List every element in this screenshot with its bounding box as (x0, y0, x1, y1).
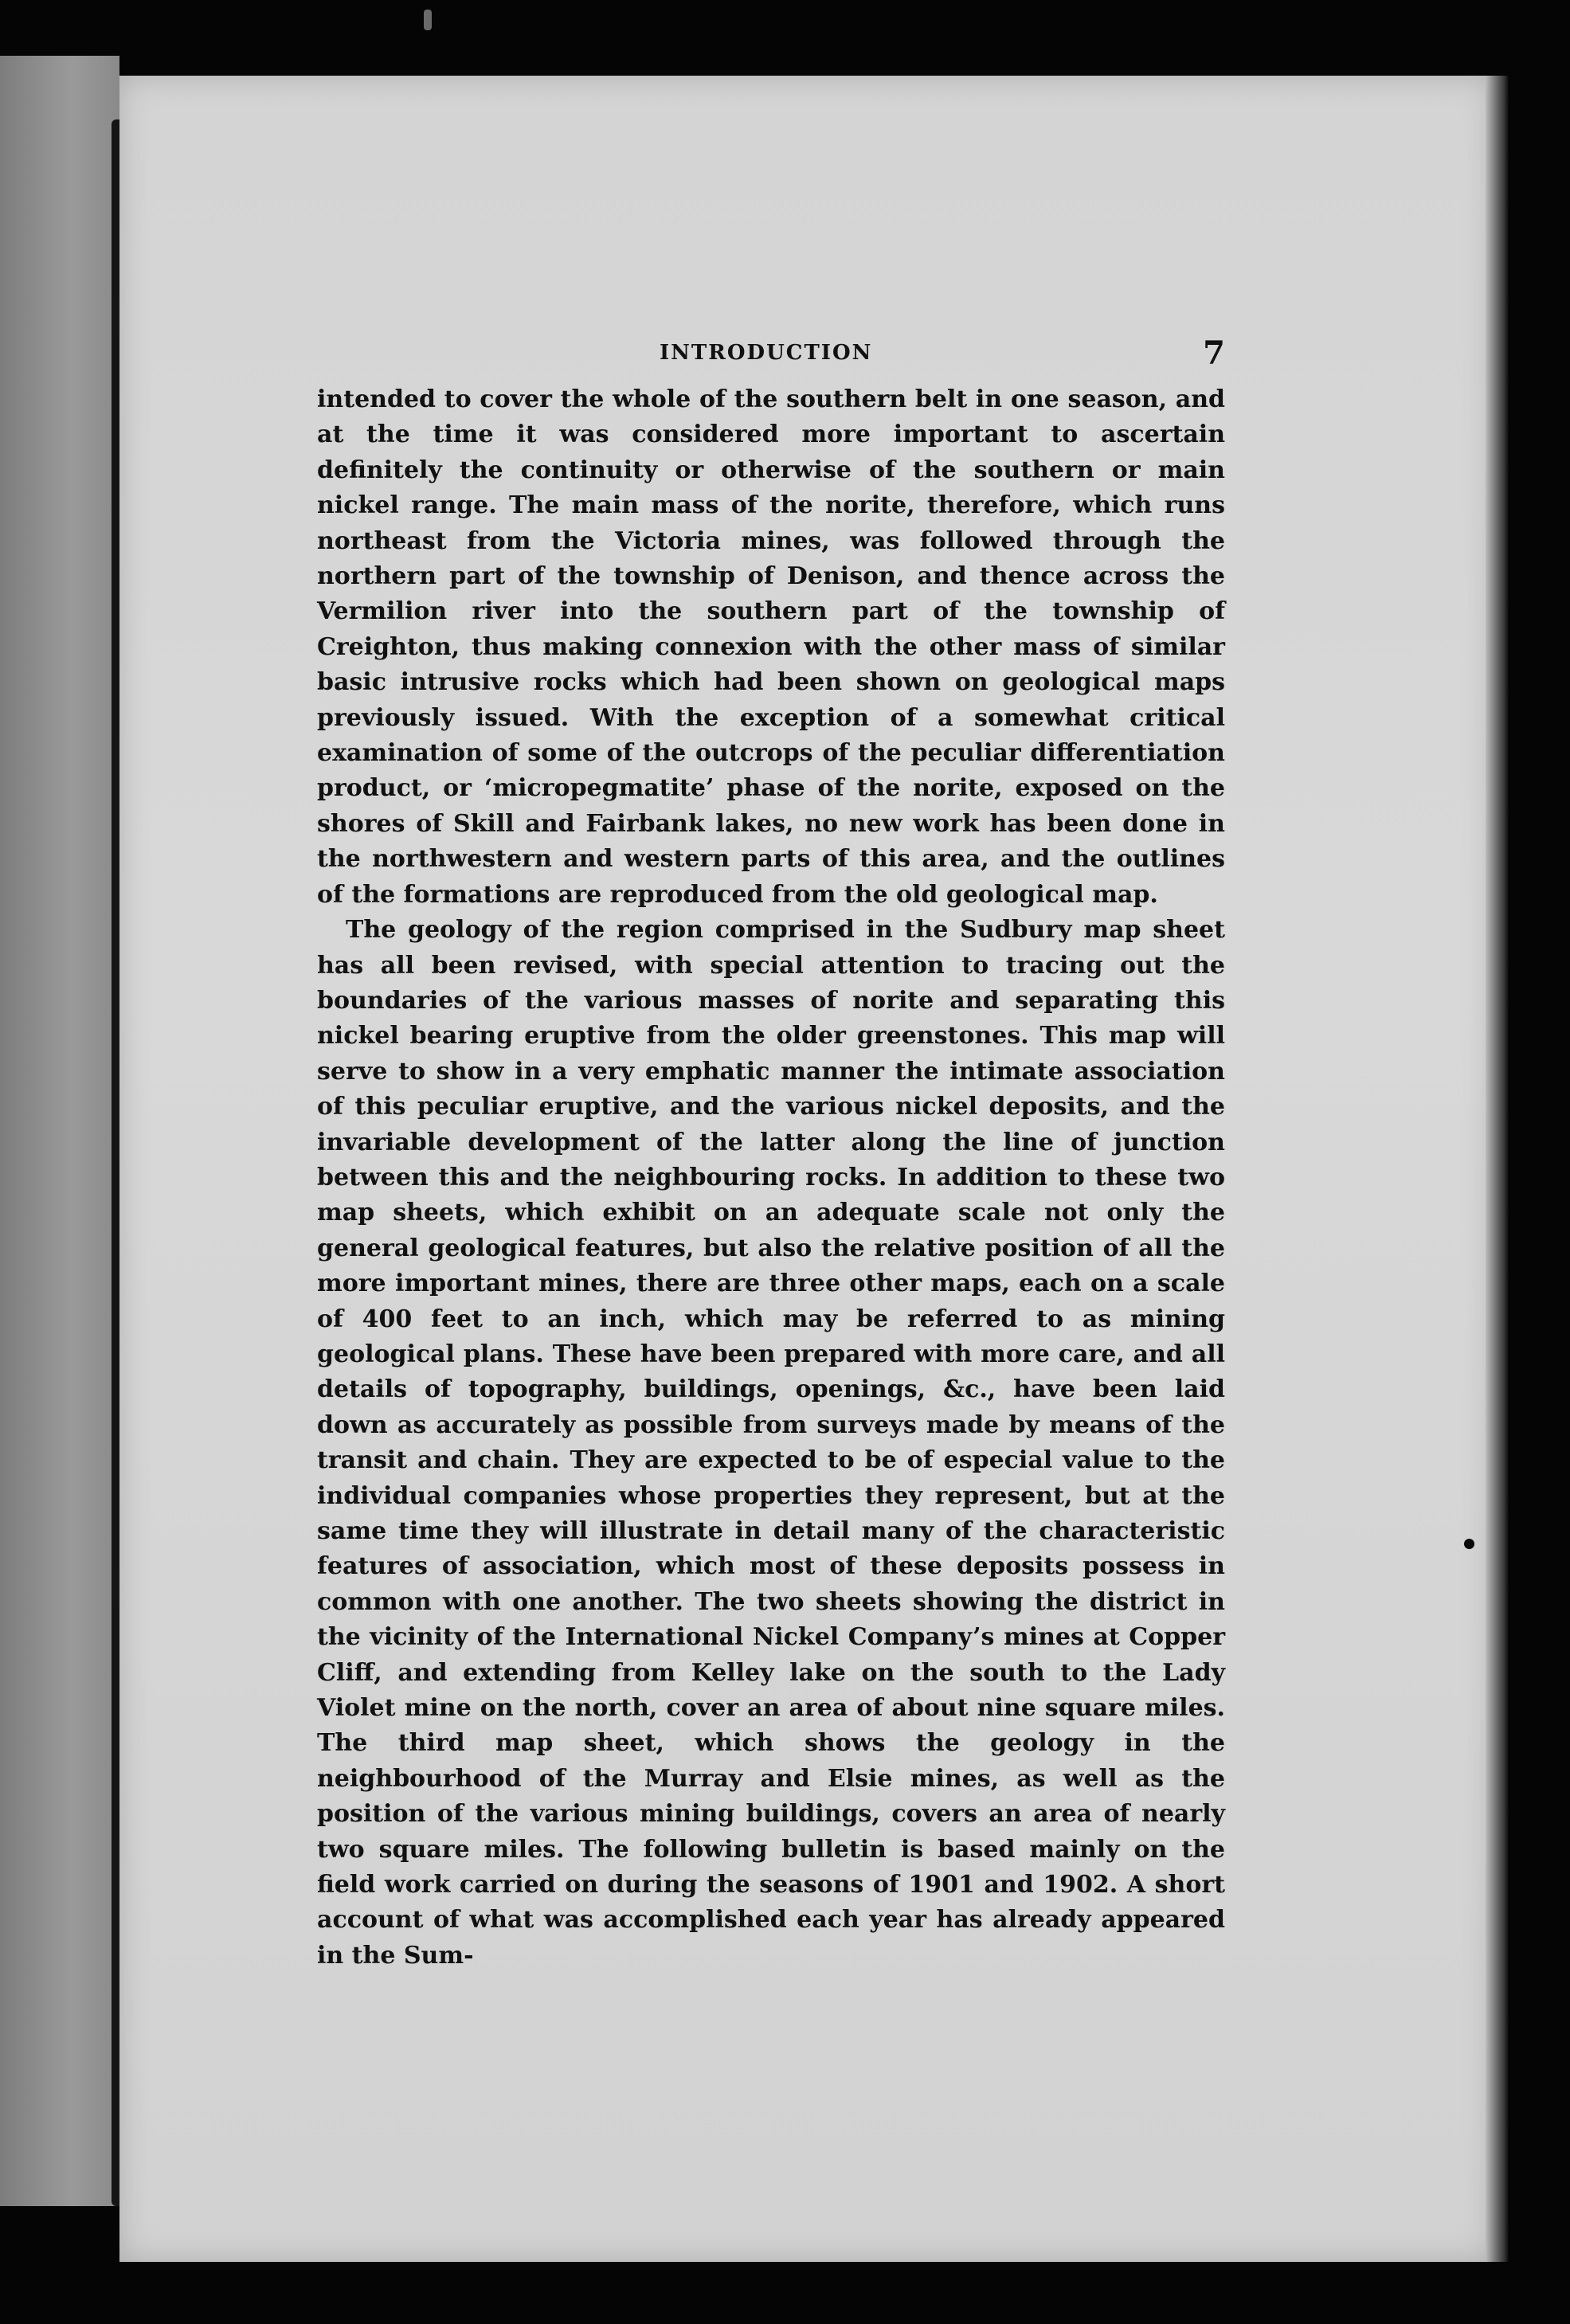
body-text (317, 382, 1225, 1974)
scan-speck (424, 10, 432, 30)
paragraph-geology-revision: The geology of the region comprised in the Sudbury map sheet has all been revised, with special attention to tracing out the boundaries of the various masses of norite and separating this nickel bearing eruptive from the older greenstones. This map will serve to show in a very emphatic manner the intimate association of this peculiar eruptive, and the various nickel deposits, and the invariable development of the latter along the line of junction between this and the neighbouring rocks. In addition to these two map sheets, which exhibit on an adequate scale not only the general geological features, but also the relative position of all the more important mines, there are three other maps, each on a scale of 400 feet to an inch, which may be referred to as mining geological plans. These have been prepared with more care, and all details of topography, buildings, openings, &c., have been laid down as accurately as possible from surveys made by means of the transit and chain. They are expected to be of especial value to the individual companies whose properties they represent, but at the same time they will illustrate in detail many of the characteristic features of association, which most of these deposits possess in common with one another. The two sheets showing the district in the vicinity of the International Nickel Company’s mines at Copper Cliff, and extending from Kelley lake on the south to the Lady Violet mine on the north, cover an area of about nine square miles. The third map sheet, which shows the geology in the neighbourhood of the Murray and Elsie mines, as well as the position of the various mining buildings, covers an area of nearly two square miles. The following bulletin is based mainly on the field work carried on during the seasons of 1901 and 1902. A short account of what was accomplished each year has already appeared in the Sum- (317, 916, 1225, 1970)
paragraph-continued: intended to cover the whole of the southern belt in one season, and at the time it was considered more important to ascertain definitely the continuity or otherwise of the southern or main nickel range. The main mass of the norite, therefore, which runs northeast from the Victoria mines, was followed through the northern part of the township of Denison, and thence across the Vermilion river into the southern part of the township of Creighton, thus making connexion with the other mass of similar basic intrusive rocks which had been shown on geological maps previously issued. With the exception of a somewhat critical examination of some of the outcrops of the peculiar differentiation product, or ‘micropegmatite’ phase of the norite, exposed on the shores of Skill and Fairbank lakes, no new work has been done in the northwestern and western parts of this area, and the outlines of the formations are reproduced from the old geological map. (317, 385, 1225, 909)
page-number: 7 (1203, 335, 1225, 372)
right-sheet-edge (1486, 76, 1509, 2262)
left-page-edge (0, 56, 119, 2206)
ink-dot (1464, 1539, 1474, 1549)
page-content (317, 335, 1225, 1974)
running-head (317, 335, 1225, 373)
running-title: INTRODUCTION (660, 341, 873, 365)
